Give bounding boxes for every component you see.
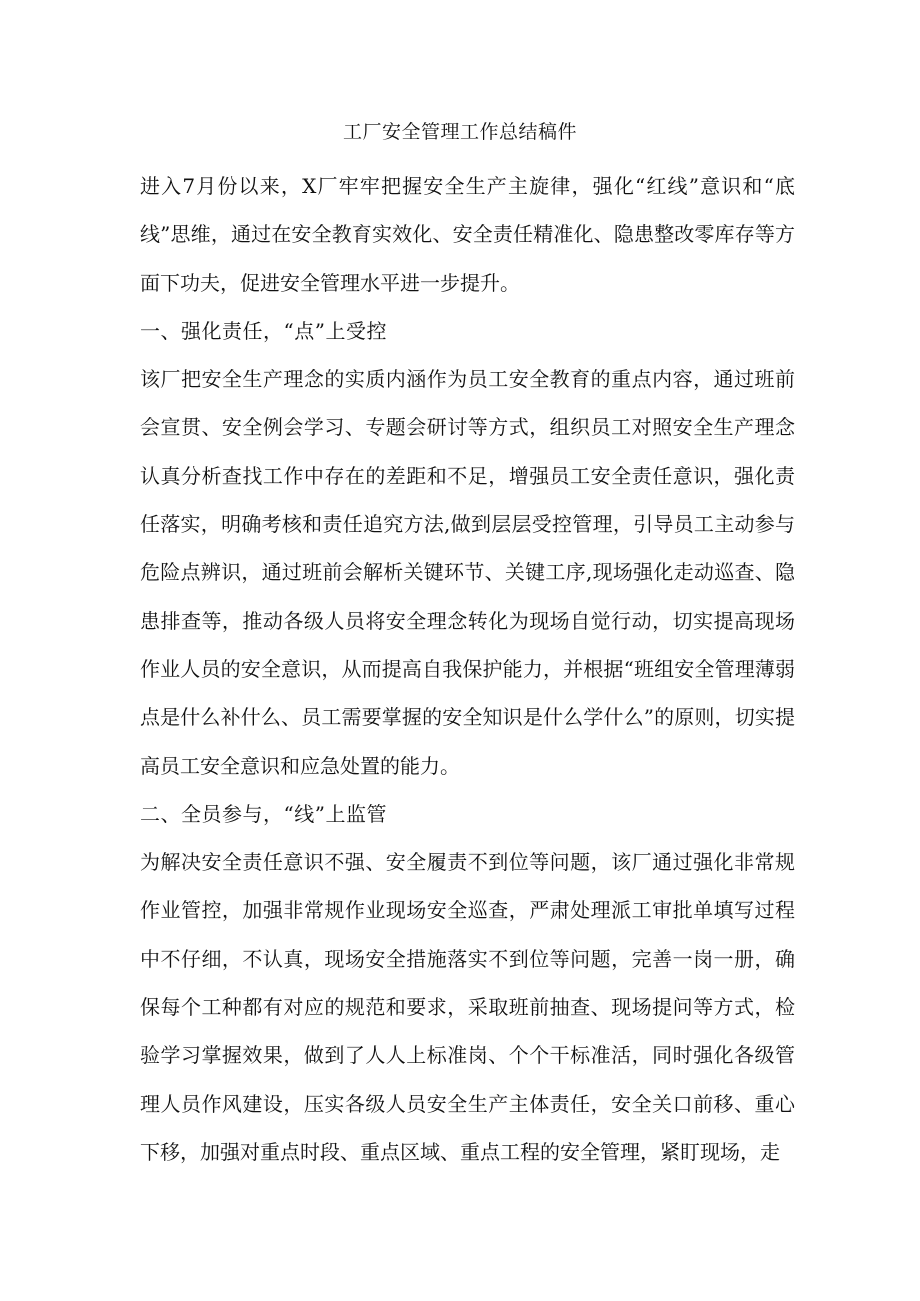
document-body [140,162,795,1176]
section-heading-1: 一、强化责任，“点”上受控 [140,318,387,343]
section-1-paragraph: 该厂把安全生产理念的实质内涵作为员工安全教育的重点内容，通过班前会宣贯、安全例会学习、专题会研讨等方式，组织员工对照安全生产理念认真分析查找工作中存在的差距和不足，增强员工安全责任意识，强化责任落实，明确考核和责任追究方法,做到层层受控管理，引导员工主动参与危险点辨识，通过班前会解析关键环节、关键工序,现场强化走动巡查、隐患排查等，推动各级人员将安全理念转化为现场自觉行动，切实提高现场作业人员的安全意识，从而提高自我保护能力，并根据“班组安全管理薄弱点是什么补什么、员工需要掌握的安全知识是什么学什么”的原则，切实提高员工安全意识和应急处置的能力。 [140,367,795,778]
intro-paragraph: 进入7月份以来，X厂牢牢把握安全生产主旋律，强化“红线”意识和“底线”思维，通过在安全教育实效化、安全责任精准化、隐患整改零库存等方面下功夫，促进安全管理水平进一步提升。 [140,174,795,295]
section-heading-2: 二、全员参与，“线”上监管 [140,801,387,826]
section-2-paragraph: 为解决安全责任意识不强、安全履责不到位等问题，该厂通过强化非常规作业管控，加强非常规作业现场安全巡查，严肃处理派工审批单填写过程中不仔细，不认真，现场安全措施落实不到位等问题，完善一岗一册，确保每个工种都有对应的规范和要求，采取班前抽查、现场提问等方式，检验学习掌握效果，做到了人人上标准岗、个个干标准活，同时强化各级管理人员作风建设，压实各级人员安全生产主体责任，安全关口前移、重心下移，加强对重点时段、重点区域、重点工程的安全管理，紧盯现场，走 [140,850,795,1164]
document-title: 工厂安全管理工作总结稿件 [342,121,577,143]
